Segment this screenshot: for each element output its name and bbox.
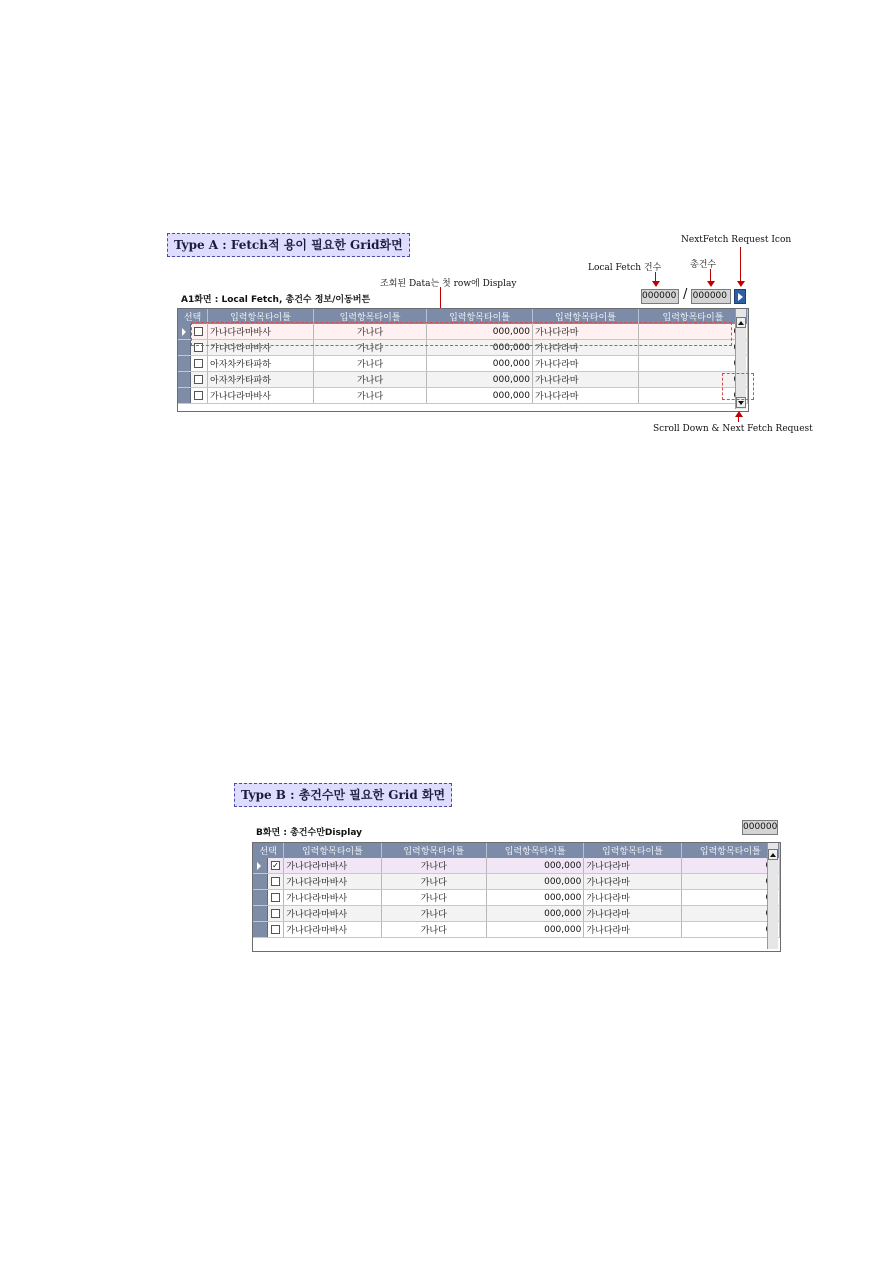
table-cell	[681, 906, 779, 922]
col-header-select[interactable]: 선택	[178, 309, 208, 324]
table-cell: 가나다	[313, 340, 426, 356]
checkbox[interactable]	[271, 893, 280, 902]
col-header-4[interactable]: 입력항목타이틀	[533, 309, 639, 324]
row-indicator	[178, 372, 190, 388]
table-cell: 가나다라마바사	[284, 858, 381, 874]
type-b-scrollbar[interactable]	[767, 843, 778, 949]
table-cell: 가나다	[381, 906, 487, 922]
type-b-title: Type B : 총건수만 필요한 Grid 화면	[234, 783, 452, 807]
table-cell: 000,000	[487, 858, 584, 874]
scroll-up-button[interactable]	[736, 317, 746, 328]
table-cell: 000,000	[487, 874, 584, 890]
row-indicator	[253, 858, 267, 874]
checkbox[interactable]	[271, 877, 280, 886]
table-cell: 가나다라마	[584, 922, 681, 938]
table-cell: 가나다	[313, 356, 426, 372]
type-a-title: Type A : Fetch적 용이 필요한 Grid화면	[167, 233, 410, 257]
row-checkbox[interactable]	[267, 858, 283, 874]
col-header-5[interactable]: 입력항목타이틀	[681, 843, 779, 858]
col-header-select[interactable]: 선택	[253, 843, 284, 858]
table-cell: 가나다라마	[533, 372, 639, 388]
row-indicator	[178, 388, 190, 404]
table-cell: 가나다라마	[584, 890, 681, 906]
table-row[interactable]	[178, 388, 748, 404]
col-header-2[interactable]: 입력항목타이틀	[313, 309, 426, 324]
table-cell: 가나다라마	[533, 340, 639, 356]
table-row[interactable]	[178, 372, 748, 388]
row-indicator	[253, 874, 267, 890]
table-cell: 000,000	[427, 340, 533, 356]
col-header-2[interactable]: 입력항목타이틀	[381, 843, 487, 858]
type-b-grid	[252, 842, 781, 952]
col-header-5[interactable]: 입력항목타이틀	[638, 309, 747, 324]
table-cell: 가나다라마바사	[284, 906, 381, 922]
header-row	[253, 843, 780, 858]
row-checkbox[interactable]	[267, 906, 283, 922]
table-cell	[681, 858, 779, 874]
row-checkbox[interactable]	[190, 388, 207, 404]
table-cell: 000,000	[427, 388, 533, 404]
table-cell: 가나다	[313, 324, 426, 340]
col-header-1[interactable]: 입력항목타이틀	[208, 309, 314, 324]
table-cell: 가나다라마	[584, 858, 681, 874]
next-fetch-arrow	[740, 247, 741, 285]
table-cell: 가나다라마	[584, 874, 681, 890]
local-fetch-count-box: 000000	[641, 289, 679, 304]
table-cell: 가나다라마바사	[284, 874, 381, 890]
total-count-box: 000000	[691, 289, 731, 304]
scroll-down-arrow	[738, 414, 739, 422]
type-b-total-count-box: 000000	[742, 820, 778, 835]
row-indicator	[178, 340, 190, 356]
table-cell: 가나다	[381, 890, 487, 906]
table-cell: 가나다	[313, 372, 426, 388]
count-separator: /	[683, 287, 688, 302]
table-cell: 가나다라마	[533, 388, 639, 404]
col-header-1[interactable]: 입력항목타이틀	[284, 843, 381, 858]
table-cell: 000,000	[427, 356, 533, 372]
table-cell: 가나다라마바사	[284, 890, 381, 906]
table-row[interactable]	[253, 890, 780, 906]
total-count-arrow	[710, 269, 711, 285]
table-row[interactable]	[178, 356, 748, 372]
row-indicator	[253, 906, 267, 922]
type-a-subtitle: A1화면 : Local Fetch, 총건수 정보/이동버튼	[181, 295, 371, 305]
table-cell: 가나다라마바사	[208, 388, 314, 404]
table-cell: 가나다	[381, 874, 487, 890]
row-checkbox[interactable]	[190, 356, 207, 372]
table-cell: 000,000	[427, 324, 533, 340]
table-row[interactable]	[253, 874, 780, 890]
row-checkbox[interactable]	[267, 874, 283, 890]
next-fetch-button[interactable]	[734, 289, 746, 304]
checkbox[interactable]	[194, 375, 203, 384]
row-checkbox[interactable]	[267, 890, 283, 906]
table-row[interactable]	[253, 906, 780, 922]
table-cell: 000,000	[427, 372, 533, 388]
row-indicator	[253, 890, 267, 906]
scroll-area-highlight	[722, 373, 754, 400]
table-cell: 아자차카타파하	[208, 356, 314, 372]
total-count-annotation: 총건수	[690, 260, 717, 270]
table-cell: 가나다	[381, 858, 487, 874]
table-cell: 000,000	[487, 922, 584, 938]
col-header-3[interactable]: 입력항목타이틀	[487, 843, 584, 858]
table-cell: 000,000	[487, 906, 584, 922]
row-checkbox[interactable]	[267, 922, 283, 938]
checkbox[interactable]	[271, 909, 280, 918]
row-checkbox[interactable]	[190, 372, 207, 388]
table-cell: 가나다라마바사	[208, 340, 314, 356]
row-indicator	[178, 324, 190, 340]
table-cell: 가나다라마	[533, 324, 639, 340]
table-cell: 가나다라마	[584, 906, 681, 922]
checkbox[interactable]	[194, 359, 203, 368]
scroll-down-annotation: Scroll Down & Next Fetch Request	[653, 424, 813, 434]
row-indicator	[253, 922, 267, 938]
col-header-4[interactable]: 입력항목타이틀	[584, 843, 681, 858]
checkbox[interactable]	[194, 391, 203, 400]
table-row[interactable]	[253, 858, 780, 874]
scroll-up-button[interactable]	[768, 849, 778, 860]
local-fetch-count-annotation: Local Fetch 건수	[588, 263, 662, 273]
table-cell	[681, 890, 779, 906]
table-cell: 가나다라마	[533, 356, 639, 372]
local-count-arrow	[655, 272, 656, 285]
table-row[interactable]	[253, 922, 780, 938]
type-b-subtitle: B화면 : 총건수만Display	[256, 828, 362, 838]
first-row-display-annotation: 조회된 Data는 첫 row에 Display	[380, 279, 517, 289]
table-cell: 가나다	[381, 922, 487, 938]
table-cell	[638, 356, 747, 372]
first-row-highlight	[191, 322, 732, 346]
table-cell	[681, 922, 779, 938]
row-indicator	[178, 356, 190, 372]
play-icon	[738, 293, 743, 301]
checkbox-checked[interactable]: ✓	[272, 860, 279, 870]
next-fetch-icon-annotation: NextFetch Request Icon	[681, 235, 792, 245]
col-header-3[interactable]: 입력항목타이틀	[427, 309, 533, 324]
checkbox[interactable]	[271, 925, 280, 934]
table-cell: 가나다	[313, 388, 426, 404]
table-cell: 아자차카타파하	[208, 372, 314, 388]
table-cell	[681, 874, 779, 890]
table-cell: 가나다라마바사	[208, 324, 314, 340]
table-cell: 가나다라마바사	[284, 922, 381, 938]
table-cell: 000,000	[487, 890, 584, 906]
